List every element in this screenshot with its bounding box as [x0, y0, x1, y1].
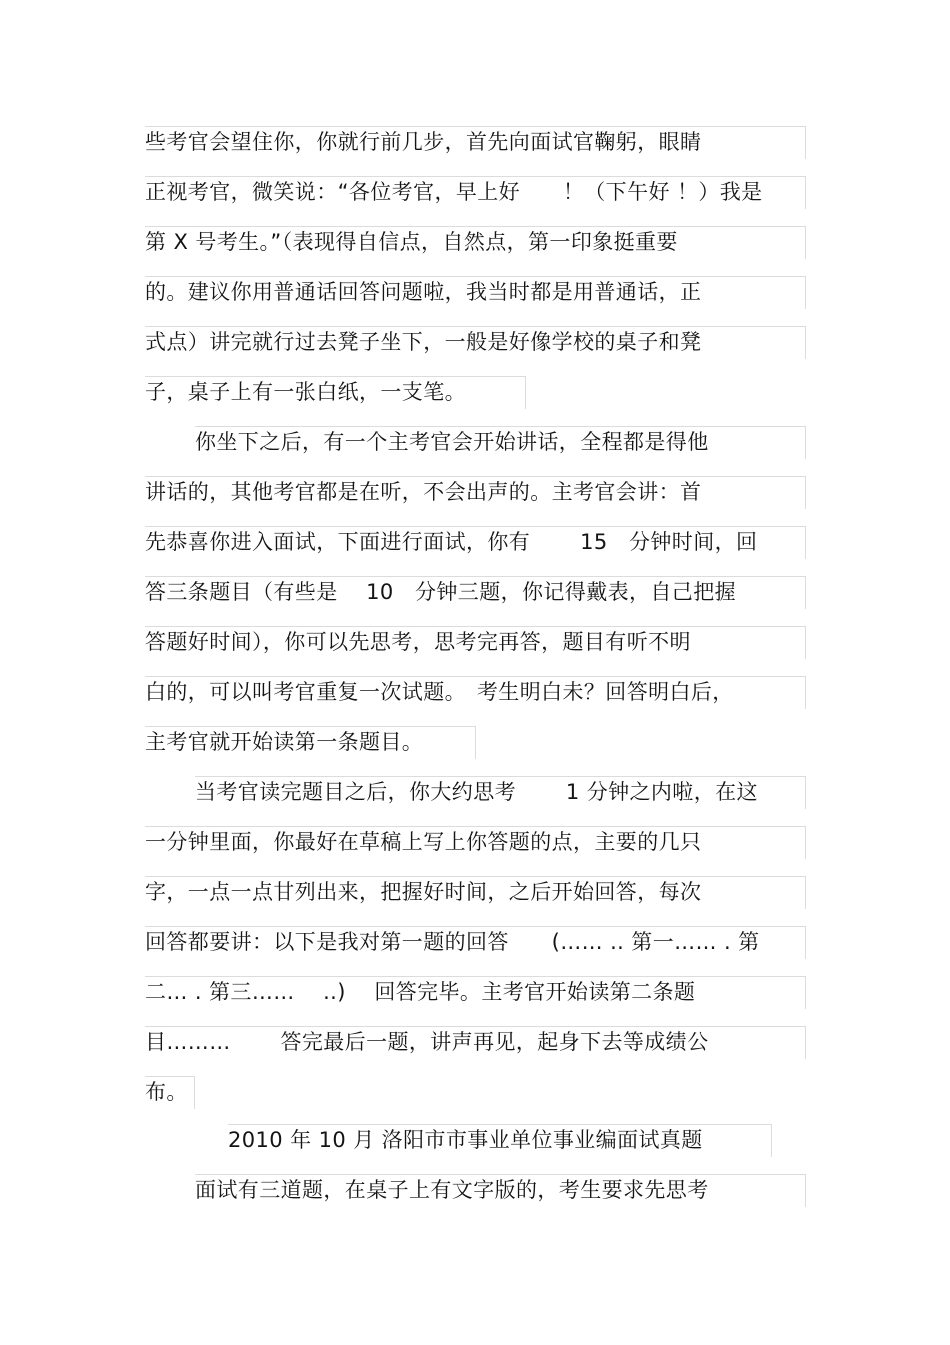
text-line-1: 些考官会望住你，你就行前几步，首先向面试官鞠躬，眼睛 — [145, 130, 702, 154]
text-line-19: 目……… 答完最后一题，讲声再见，起身下去等成绩公 — [145, 1030, 709, 1054]
text-line-12: 白的，可以叫考官重复一次试题。 考生明白未？回答明白后， — [145, 680, 734, 704]
text-line-8: 讲话的，其他考官都是在听，不会出声的。主考官会讲：首 — [145, 480, 702, 504]
text-line-6: 子，桌子上有一张白纸，一支笔。 — [145, 380, 466, 404]
text-line-18: 二… . 第三…… ..) 回答完毕。主考官开始读第二条题 — [145, 980, 696, 1004]
text-line-22: 面试有三道题，在桌子上有文字版的，考生要求先思考 — [195, 1178, 709, 1202]
text-line-4: 的。建议你用普通话回答问题啦，我当时都是用普通话，正 — [145, 280, 702, 304]
text-line-3: 第 X 号考生。”（表现得自信点，自然点，第一印象挺重要 — [145, 230, 678, 254]
text-line-10: 答三条题目（有些是 10 分钟三题，你记得戴表，自己把握 — [145, 580, 736, 604]
text-line-9: 先恭喜你进入面试，下面进行面试，你有 15 分钟时间，回 — [145, 530, 758, 554]
text-line-14: 当考官读完题目之后，你大约思考 1 分钟之内啦，在这 — [195, 780, 758, 804]
text-line-7: 你坐下之后，有一个主考官会开始讲话，全程都是得他 — [195, 430, 709, 454]
section-heading: 2010 年 10 月 洛阳市市事业单位事业编面试真题 — [228, 1128, 703, 1152]
text-line-15: 一分钟里面，你最好在草稿上写上你答题的点，主要的几只 — [145, 830, 702, 854]
text-line-17: 回答都要讲：以下是我对第一题的回答 (…… .. 第一…… . 第 — [145, 930, 760, 954]
text-line-2: 正视考官，微笑说：“各位考官，早上好 ！（下午好 ！）我是 — [145, 180, 763, 204]
text-line-13: 主考官就开始读第一条题目。 — [145, 730, 424, 754]
text-line-11: 答题好时间），你可以先思考，思考完再答，题目有听不明 — [145, 630, 691, 654]
text-line-20: 布。 — [145, 1080, 188, 1104]
text-line-16: 字，一点一点甘列出来，把握好时间，之后开始回答，每次 — [145, 880, 702, 904]
text-line-5: 式点）讲完就行过去凳子坐下，一般是好像学校的桌子和凳 — [145, 330, 702, 354]
